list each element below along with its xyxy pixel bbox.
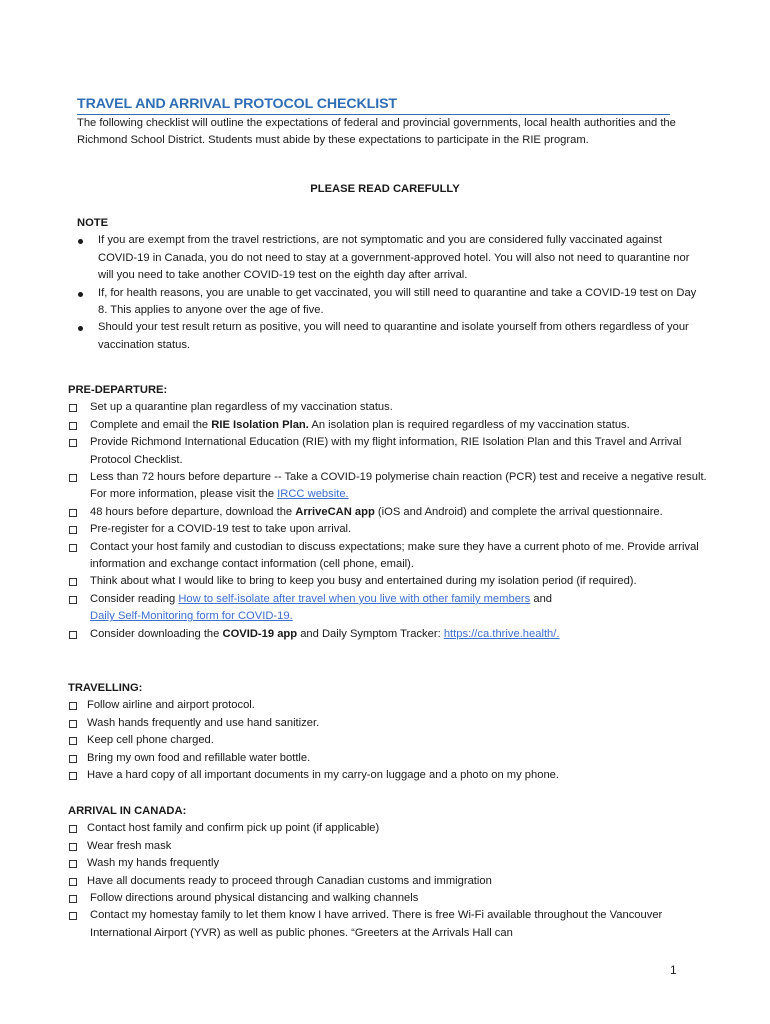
checklist-item: Keep cell phone charged.: [68, 732, 708, 749]
self-isolate-link[interactable]: How to self-isolate after travel when you live with other family members: [178, 592, 531, 605]
checklist-item: Think about what I would like to bring to keep you busy and entertained during my isolation period (if required).: [68, 573, 708, 590]
note-item: Should your test result return as positive, you will need to quarantine and isolate yourself from others regardless of your vaccination status.: [77, 319, 697, 354]
checkbox-icon[interactable]: [69, 878, 77, 886]
bullet-icon: [78, 239, 83, 244]
checklist-item: Set up a quarantine plan regardless of my vaccination status.: [68, 399, 708, 416]
checkbox-icon[interactable]: [69, 755, 77, 763]
checklist-item: Wear fresh mask: [68, 838, 708, 855]
arrival-section: [68, 803, 708, 942]
intro-paragraph: The following checklist will outline the expectations of federal and provincial governments, local health authorities and the Richmond School District. Students must abide by these expectations to participate in the RIE program.: [77, 117, 676, 147]
bullet-icon: [78, 292, 83, 297]
checklist-item: Bring my own food and refillable water bottle.: [68, 750, 708, 767]
checklist-item: Follow directions around physical distancing and walking channels: [68, 890, 708, 907]
note-item: If, for health reasons, you are unable to get vaccinated, you will still need to quarantine and take a COVID-19 test on Day 8. This applies to anyone over the age of five.: [77, 285, 697, 320]
checkbox-icon[interactable]: [69, 596, 77, 604]
checklist-item: Complete and email the RIE Isolation Plan. An isolation plan is required regardless of my vaccination status.: [68, 417, 708, 434]
checkbox-icon[interactable]: [69, 843, 77, 851]
checklist-item: Contact your host family and custodian to discuss expectations; make sure they have a current photo of me. Provide arrival information and exchange contact information (cell phone, email).: [68, 539, 708, 574]
travelling-title: TRAVELLING:: [68, 682, 143, 694]
checklist-item: Less than 72 hours before departure -- Take a COVID-19 polymerise chain reaction (PCR) test and receive a negative result. For more information, please visit the IRCC website.: [68, 469, 708, 504]
self-monitoring-form-link[interactable]: Daily Self-Monitoring form for COVID-19.: [90, 610, 293, 623]
checklist-item: Have a hard copy of all important documents in my carry-on luggage and a photo on my phone.: [68, 767, 708, 784]
checklist-item: Have all documents ready to proceed through Canadian customs and immigration: [68, 873, 708, 890]
checkbox-icon[interactable]: [69, 825, 77, 833]
checklist-item: Wash hands frequently and use hand sanitizer.: [68, 715, 708, 732]
checklist-item: Wash my hands frequently: [68, 855, 708, 872]
arrival-title: ARRIVAL IN CANADA:: [68, 805, 187, 817]
thrive-health-link[interactable]: https://ca.thrive.health/.: [443, 627, 560, 640]
checkbox-icon[interactable]: [69, 422, 77, 430]
checklist-item: Consider downloading the COVID-19 app and Daily Symptom Tracker: https://ca.thrive.health/.: [68, 626, 708, 643]
travelling-section: [68, 680, 708, 784]
bullet-icon: [78, 326, 83, 331]
checkbox-icon[interactable]: [69, 474, 77, 482]
checkbox-icon[interactable]: [69, 720, 77, 728]
ircc-website-link[interactable]: IRCC website.: [277, 488, 349, 501]
checklist-item: Consider reading How to self-isolate after travel when you live with other family members and Daily Self-Monitoring form for COVID-19.: [68, 591, 708, 626]
checkbox-icon[interactable]: [69, 509, 77, 517]
page-number: 1: [670, 963, 677, 977]
page-title: TRAVEL AND ARRIVAL PROTOCOL CHECKLIST: [77, 95, 670, 115]
pre-departure-section: [68, 382, 708, 643]
checkbox-icon[interactable]: [69, 860, 77, 868]
checkbox-icon[interactable]: [69, 439, 77, 447]
note-list: [77, 232, 697, 354]
checkbox-icon[interactable]: [69, 737, 77, 745]
note-title: NOTE: [77, 217, 109, 229]
checkbox-icon[interactable]: [69, 631, 77, 639]
checkbox-icon[interactable]: [69, 544, 77, 552]
checklist-item: Contact my homestay family to let them know I have arrived. There is free Wi-Fi available throughout the Vancouver International Airport (YVR) as well as public phones. “Greeters at the Arrivals Hall can: [68, 907, 708, 942]
checklist-item: 48 hours before departure, download the ArriveCAN app (iOS and Android) and complete the arrival questionnaire.: [68, 504, 708, 521]
note-item: If you are exempt from the travel restrictions, are not symptomatic and you are considered fully vaccinated against COVID-19 in Canada, you do not need to stay at a government-approved hotel. You will also not need to quarantine nor will you need to take another COVID-19 test on the eighth day after arrival.: [77, 232, 697, 284]
checkbox-icon[interactable]: [69, 895, 77, 903]
checkbox-icon[interactable]: [69, 912, 77, 920]
pre-departure-title: PRE-DEPARTURE:: [68, 384, 168, 396]
checklist-item: Provide Richmond International Education (RIE) with my flight information, RIE Isolation Plan and this Travel and Arrival Protocol Checklist.: [68, 434, 708, 469]
checkbox-icon[interactable]: [69, 526, 77, 534]
pre-departure-list: [68, 399, 708, 643]
checklist-item: Follow airline and airport protocol.: [68, 697, 708, 714]
checkbox-icon[interactable]: [69, 702, 77, 710]
arrival-list: [68, 820, 708, 942]
note-section: [77, 215, 697, 354]
checklist-item: Pre-register for a COVID-19 test to take upon arrival.: [68, 521, 708, 538]
please-read-heading: PLEASE READ CAREFULLY: [310, 183, 460, 195]
travelling-list: [68, 697, 708, 784]
checkbox-icon[interactable]: [69, 404, 77, 412]
checklist-item: Contact host family and confirm pick up point (if applicable): [68, 820, 708, 837]
checkbox-icon[interactable]: [69, 772, 77, 780]
checkbox-icon[interactable]: [69, 578, 77, 586]
